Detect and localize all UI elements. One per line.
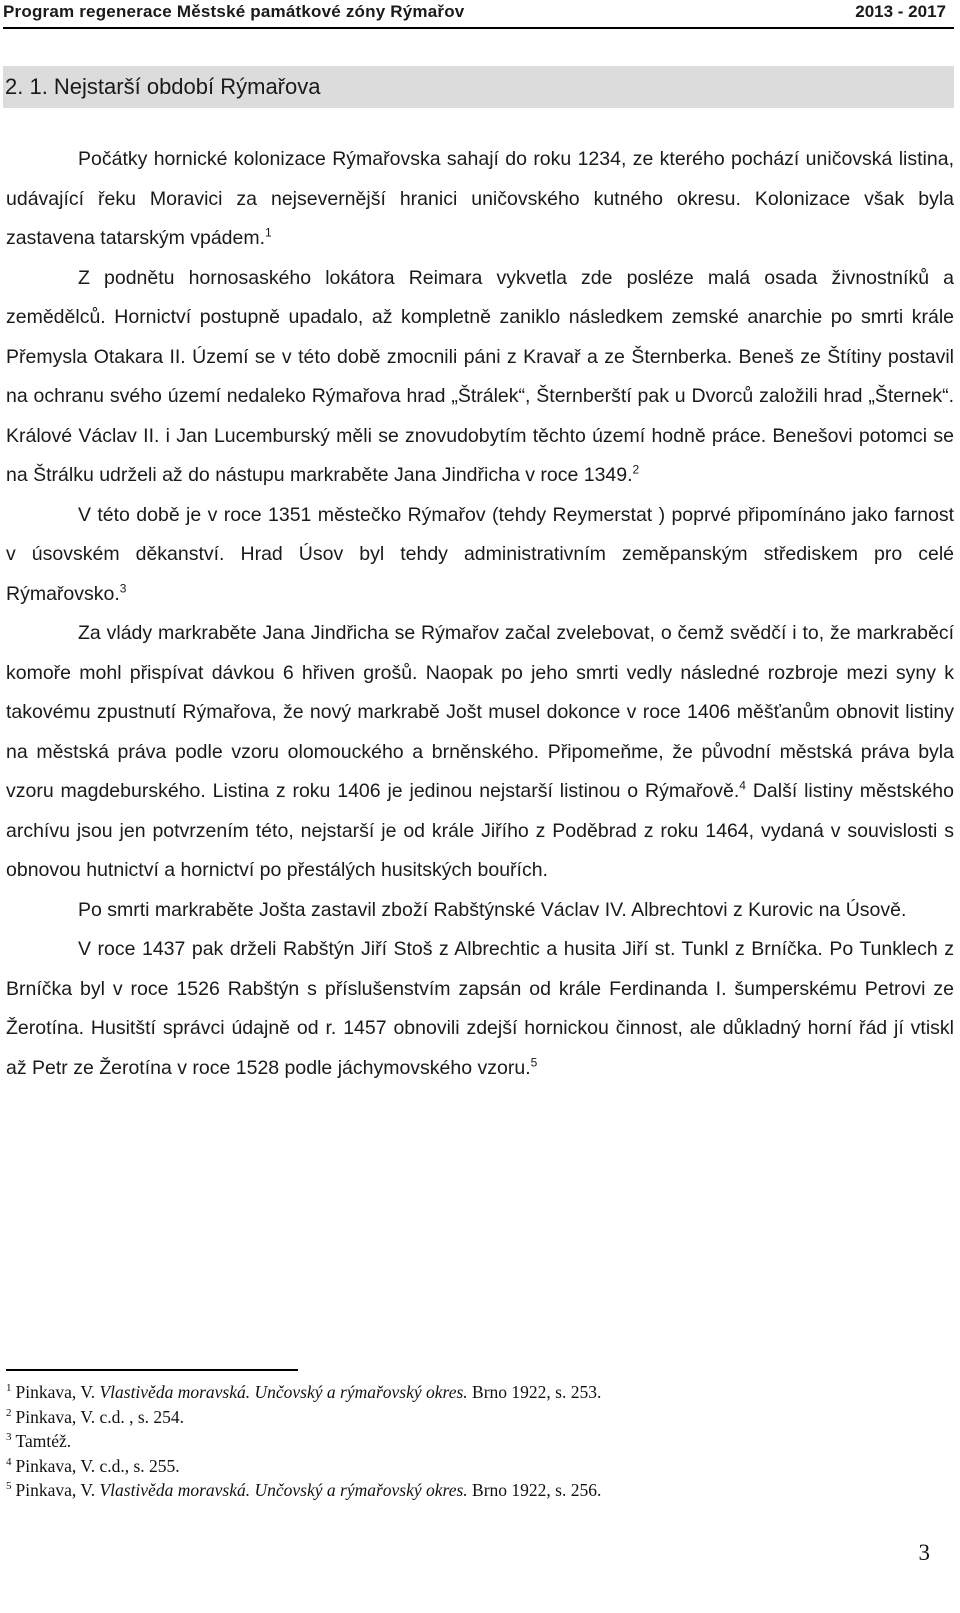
footnote-reference[interactable]: 2 [632,462,640,477]
page-header [0,0,960,30]
footnote [6,1454,906,1479]
paragraph-text: Počátky hornické kolonizace Rýmařovska sahají do roku 1234, ze kterého pochází uničovská listina, udávající řeku Moravici za nejsevernější hranici uničovského kutného okresu. Kolonizace však byla zastavena tatarským vpádem. [6,148,954,249]
section-heading-bar [3,66,954,108]
footnote-text: Pinkava, V. [15,1382,100,1402]
body-paragraph [6,140,954,259]
footnote-text: Brno 1922, s. 256. [467,1480,602,1500]
footnote-title: Vlastivěda moravská. Unčovský a rýmařovský okres. [99,1480,468,1500]
header-rule [3,27,954,29]
footnote-number: 3 [6,1431,12,1444]
body-paragraph [6,614,954,891]
footnote-title: Vlastivěda moravská. Unčovský a rýmařovský okres. [99,1382,468,1402]
footnote-text: Brno 1922, s. 253. [467,1382,602,1402]
body-paragraph [6,891,954,931]
footnote-separator [6,1369,298,1371]
footnote-number: 5 [6,1480,12,1493]
footnote-text: Pinkava, V. c.d. , s. 254. [15,1406,185,1427]
paragraph-text: Další listiny městského archívu jsou jen potvrzením této, nejstarší je od krále Jiřího z Poděbrad z roku 1464, vydaná v souvislosti s obnovou hutnictví a hornictví po přestálých husitských bouřích. [6,780,954,881]
paragraph-text: Po smrti markraběte Jošta zastavil zboží Rabštýnské Václav IV. Albrechtovi z Kurovic na Úsově. [78,898,907,921]
footnote-number: 1 [6,1382,12,1395]
footnote-number: 4 [6,1455,12,1468]
footnote [6,1380,906,1405]
footnote [6,1478,906,1503]
footnote-text: Pinkava, V. [15,1480,100,1500]
footnote [6,1429,906,1454]
footnote-reference[interactable]: 5 [530,1055,538,1069]
document-title: Program regenerace Městské památkové zóny Rýmařov [3,2,465,21]
body-text [6,140,954,1088]
footnote-text: Pinkava, V. c.d., s. 255. [15,1455,180,1476]
paragraph-text: Za vlády markraběte Jana Jindřicha se Rýmařov začal zvelebovat, o čemž svědčí i to, že markraběcí komoře mohl přispívat dávkou 6 hřiven grošů. Naopak po jeho smrti vedly následné rozbroje mezi syny k takovému zpustnutí Rýmařova, že nový markrabě Jošt musel dokonce v roce 1406 měšťanům obnovit listiny na městská práva podle vzoru olomouckého a brněnského. Připomeňme, že původní městská práva byla vzoru magdeburského. Listina z roku 1406 je jedinou nejstarší listinou o Rýmařově. [6,622,954,802]
paragraph-text: V roce 1437 pak drželi Rabštýn Jiří Stoš z Albrechtic a husita Jiří st. Tunkl z Brníčka. Po Tunklech z Brníčka byl v roce 1526 Rabštýn s příslušenstvím zapsán od krále Ferdinanda I. šumperskému Petrovi ze Žerotína. Husitští správci údajně od r. 1457 obnovili zdejší hornickou činnost, ale důkladný horní řád jí vtiskl až Petr ze Žerotína v roce 1528 podle jáchymovského vzoru. [6,938,954,1079]
paragraph-text: Z podnětu hornosaského lokátora Reimara vykvetla zde posléze malá osada živnostníků a zemědělců. Hornictví postupně upadalo, až kompletně zaniklo následkem zemské anarchie po smrti krále Přemysla Otakara II. Území se v této době zmocnili páni z Kravař a ze Šternberka. Beneš ze Štítiny postavil na ochranu svého území nedaleko Rýmařova hrad „Štrálek“, Šternberští pak u Dvorců založili hrad „Šternek“. Králové Václav II. i Jan Lucemburský měli se znovudobytím těchto území hodně práce. Benešovi potomci se na Štrálku udrželi až do nástupu markraběte Jana Jindřicha v roce 1349. [6,266,954,486]
page-number: 3 [918,1540,930,1565]
footnote-number: 2 [6,1406,12,1419]
section-title: 2. 1. Nejstarší období Rýmařova [5,74,321,99]
paragraph-text: V této době je v roce 1351 městečko Rýmařov (tehdy Reymerstat ) poprvé připomínáno jako farnost v úsovském děkanství. Hrad Úsov byl tehdy administrativním zeměpanským střediskem pro celé Rýmařovsko. [6,503,954,605]
body-paragraph [6,496,954,615]
document-years: 2013 - 2017 [855,2,946,21]
footnote [6,1405,906,1430]
body-paragraph [6,259,954,496]
footnote-reference[interactable]: 3 [119,581,127,595]
body-paragraph [6,930,954,1088]
footnote-text: Tamtéž. [15,1431,72,1451]
footnote-reference[interactable]: 1 [265,225,272,240]
footnotes [6,1380,906,1503]
footnote-reference[interactable]: 4 [739,778,746,793]
